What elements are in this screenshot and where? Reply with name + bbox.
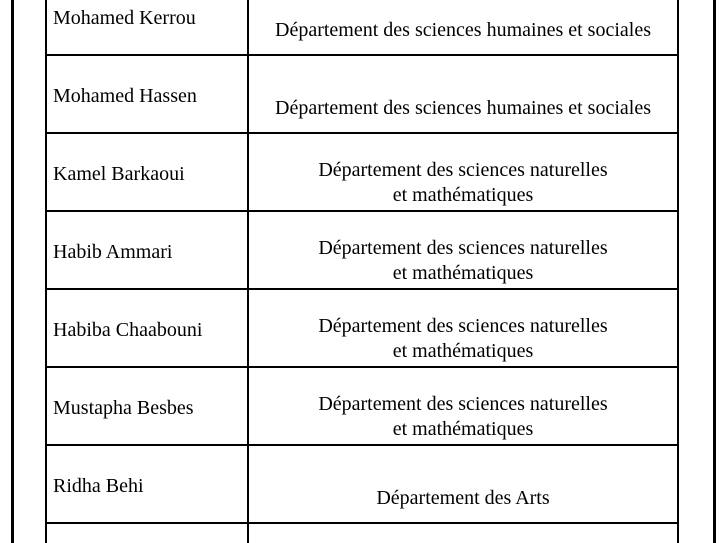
- department-line: Département des sciences naturelles: [318, 159, 608, 181]
- member-name: Kamel Barkaoui: [47, 134, 249, 210]
- department-line: Département des Arts: [376, 487, 550, 509]
- member-department: [249, 290, 677, 366]
- table-row: [47, 446, 677, 524]
- department-line: Département des sciences humaines et sociales: [275, 19, 651, 41]
- table-row: [47, 212, 677, 290]
- member-department: [249, 0, 677, 54]
- page-left-border: [11, 0, 14, 543]
- member-name: Habib Ammari: [47, 212, 249, 288]
- member-department: [249, 56, 677, 132]
- table-row-partial: [47, 524, 677, 543]
- member-department: [249, 368, 677, 444]
- table-row: [47, 0, 677, 56]
- table-row: [47, 368, 677, 446]
- department-line: Département des sciences naturelles: [318, 393, 608, 415]
- member-name: Mohamed Hassen: [47, 56, 249, 132]
- department-line: Département des sciences naturelles: [318, 315, 608, 337]
- member-department: [249, 134, 677, 210]
- member-department: [249, 212, 677, 288]
- department-line: et mathématiques: [392, 184, 534, 206]
- member-name: Habiba Chaabouni: [47, 290, 249, 366]
- member-name: Ridha Behi: [47, 446, 249, 522]
- member-name: Mohamed Kerrou: [47, 0, 249, 54]
- members-table: [45, 0, 679, 543]
- member-department-empty: [249, 524, 677, 543]
- page-right-border: [713, 0, 716, 543]
- member-name-empty: [47, 524, 249, 543]
- table-row: [47, 290, 677, 368]
- department-line: et mathématiques: [392, 418, 534, 440]
- department-line: Département des sciences humaines et sociales: [275, 97, 651, 119]
- department-line: Département des sciences naturelles: [318, 237, 608, 259]
- member-department: [249, 446, 677, 522]
- department-line: et mathématiques: [392, 262, 534, 284]
- member-name: Mustapha Besbes: [47, 368, 249, 444]
- department-line: et mathématiques: [392, 340, 534, 362]
- table-row: [47, 56, 677, 134]
- table-row: [47, 134, 677, 212]
